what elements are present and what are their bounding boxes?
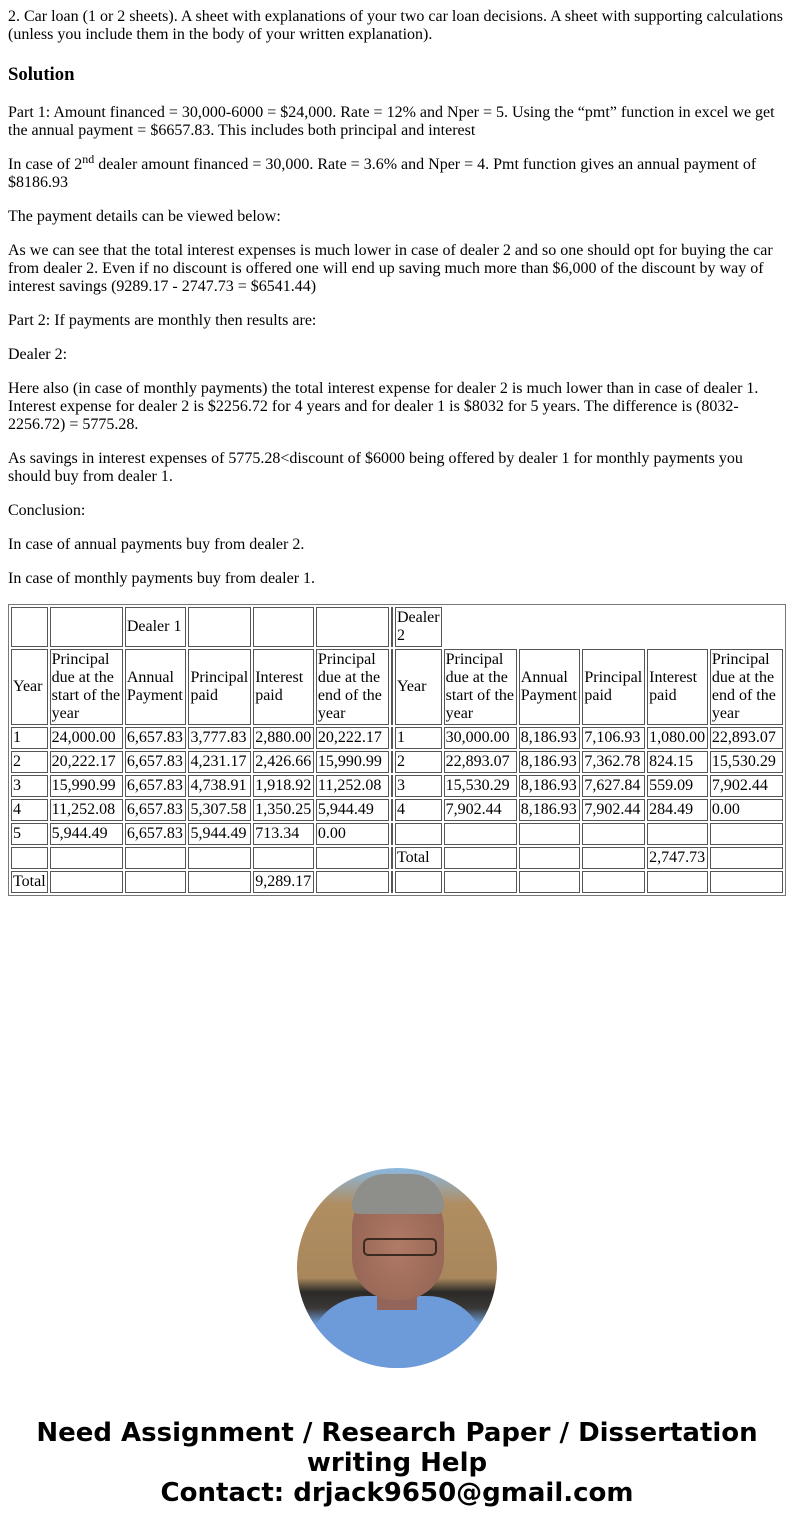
table-cell bbox=[188, 871, 251, 893]
header-cell: Year bbox=[395, 649, 442, 725]
table-cell: 7,902.44 bbox=[444, 799, 517, 821]
table-cell: 22,893.07 bbox=[444, 751, 517, 773]
table-cell: 22,893.07 bbox=[710, 727, 783, 749]
ordinal-superscript: nd bbox=[82, 152, 95, 166]
table-row bbox=[11, 799, 783, 821]
table-cell bbox=[188, 847, 251, 869]
table-cell: 2,880.00 bbox=[253, 727, 314, 749]
table-cell: 9,289.17 bbox=[253, 871, 314, 893]
table-cell: 7,106.93 bbox=[582, 727, 645, 749]
avatar-glasses bbox=[363, 1238, 437, 1256]
table-cell bbox=[519, 871, 581, 893]
table-cell bbox=[316, 847, 389, 869]
empty-space bbox=[444, 607, 783, 647]
header-cell: Principal due at the start of the year bbox=[50, 649, 123, 725]
table-cell bbox=[11, 847, 48, 869]
section-divider bbox=[391, 871, 393, 893]
table-cell: 20,222.17 bbox=[316, 727, 389, 749]
table-row bbox=[11, 823, 783, 845]
section-divider bbox=[391, 847, 393, 869]
table-cell: 5,944.49 bbox=[316, 799, 389, 821]
comparison-paragraph: As we can see that the total interest expenses is much lower in case of dealer 2 and so one should opt for buying the car from dealer 2. Even if no discount is offered one will end up saving much more than $6,000 of the discount by way of interest savings (9289.17 - 2747.73 = $6541.44) bbox=[8, 242, 773, 295]
solution-heading: Solution bbox=[8, 64, 75, 85]
table-cell: 3,777.83 bbox=[188, 727, 251, 749]
table-cell: 1,918.92 bbox=[253, 775, 314, 797]
table-cell: 6,657.83 bbox=[125, 823, 187, 845]
table-cell: 4,738.91 bbox=[188, 775, 251, 797]
table-cell: 3 bbox=[11, 775, 48, 797]
table-cell: 15,990.99 bbox=[50, 775, 123, 797]
table-row bbox=[11, 727, 783, 749]
table-cell bbox=[710, 847, 783, 869]
table-row bbox=[11, 775, 783, 797]
table-cell bbox=[125, 871, 187, 893]
section-divider bbox=[391, 727, 393, 749]
author-avatar-container bbox=[0, 1168, 794, 1368]
table-cell: 5,307.58 bbox=[188, 799, 251, 821]
table-cell bbox=[710, 871, 783, 893]
section-divider bbox=[391, 649, 393, 725]
header-cell: Interest paid bbox=[253, 649, 314, 725]
table-cell bbox=[444, 823, 517, 845]
table-cell: 2,747.73 bbox=[647, 847, 708, 869]
dealer2-prefix: In case of 2 bbox=[8, 156, 83, 173]
header-cell: Annual Payment bbox=[519, 649, 581, 725]
table-cell: 6,657.83 bbox=[125, 751, 187, 773]
table-cell bbox=[188, 607, 251, 647]
promo-banner bbox=[0, 1418, 794, 1508]
avatar-hair bbox=[352, 1174, 444, 1214]
payment-details-paragraph: The payment details can be viewed below: bbox=[8, 208, 281, 225]
table-cell: 30,000.00 bbox=[444, 727, 517, 749]
header-cell: Year bbox=[11, 649, 48, 725]
table-cell: 15,530.29 bbox=[710, 751, 783, 773]
header-cell: Interest paid bbox=[647, 649, 708, 725]
table-cell: 15,990.99 bbox=[316, 751, 389, 773]
section-divider bbox=[391, 823, 393, 845]
table-cell: 5,944.49 bbox=[188, 823, 251, 845]
dealer2-paragraph bbox=[8, 152, 786, 192]
table-cell: 8,186.93 bbox=[519, 799, 581, 821]
section-divider bbox=[391, 751, 393, 773]
header-cell: Principal due at the start of the year bbox=[444, 649, 517, 725]
dealer2-suffix: dealer amount financed = 30,000. Rate = 3.6% and Nper = 4. Pmt function gives an annual payment of $8186.93 bbox=[8, 156, 757, 191]
conclusion-label: Conclusion: bbox=[8, 502, 86, 519]
table-cell: 284.49 bbox=[647, 799, 708, 821]
table-cell: 1,350.25 bbox=[253, 799, 314, 821]
table-cell: 20,222.17 bbox=[50, 751, 123, 773]
table-cell: 559.09 bbox=[647, 775, 708, 797]
table-cell bbox=[253, 847, 314, 869]
table-cell: 0.00 bbox=[710, 799, 783, 821]
header-row bbox=[11, 649, 783, 725]
table-cell: 8,186.93 bbox=[519, 775, 581, 797]
header-cell: Principal due at the end of the year bbox=[710, 649, 783, 725]
table-cell bbox=[316, 607, 389, 647]
table-cell: Total bbox=[395, 847, 442, 869]
table-row bbox=[11, 751, 783, 773]
table-cell: 11,252.08 bbox=[316, 775, 389, 797]
table-row bbox=[11, 871, 783, 893]
table-cell bbox=[50, 871, 123, 893]
table-cell bbox=[125, 847, 187, 869]
section-divider bbox=[391, 607, 393, 647]
table-row bbox=[11, 847, 783, 869]
table-cell bbox=[253, 607, 314, 647]
table-cell bbox=[710, 823, 783, 845]
question-text: 2. Car loan (1 or 2 sheets). A sheet with explanations of your two car loan decisions. A sheet with supporting calculations (unless you include them in the body of your written explanation). bbox=[8, 8, 783, 43]
table-cell bbox=[444, 847, 517, 869]
table-cell: 2,426.66 bbox=[253, 751, 314, 773]
table-cell: 4,231.17 bbox=[188, 751, 251, 773]
table-cell: 6,657.83 bbox=[125, 799, 187, 821]
table-cell: 7,902.44 bbox=[582, 799, 645, 821]
dealer1-title: Dealer 1 bbox=[125, 607, 187, 647]
table-cell: 7,902.44 bbox=[710, 775, 783, 797]
table-cell: 6,657.83 bbox=[125, 775, 187, 797]
table-cell: 1 bbox=[11, 727, 48, 749]
annual-conclusion: In case of annual payments buy from dealer 2. bbox=[8, 536, 305, 553]
dealer-title-row bbox=[11, 607, 783, 647]
table-cell bbox=[647, 871, 708, 893]
promo-line-2: writing Help bbox=[306, 1448, 488, 1478]
promo-contact: Contact: drjack9650@gmail.com bbox=[160, 1478, 634, 1508]
table-cell: 1 bbox=[395, 727, 442, 749]
section-divider bbox=[391, 799, 393, 821]
table-cell: 8,186.93 bbox=[519, 751, 581, 773]
dealer2-label: Dealer 2: bbox=[8, 346, 68, 363]
table-cell bbox=[582, 823, 645, 845]
table-cell: 7,362.78 bbox=[582, 751, 645, 773]
section-divider bbox=[391, 775, 393, 797]
monthly-conclusion: In case of monthly payments buy from dealer 1. bbox=[8, 570, 316, 587]
table-cell: 2 bbox=[11, 751, 48, 773]
table-cell: 6,657.83 bbox=[125, 727, 187, 749]
monthly-comparison-paragraph: Here also (in case of monthly payments) the total interest expense for dealer 2 is much lower than in case of dealer 1. Interest expense for dealer 2 is $2256.72 for 4 years and for dealer 1 is $8032 for 5 years. The difference is (8032-2256.72) = 5775.28. bbox=[8, 380, 759, 433]
table-cell: 1,080.00 bbox=[647, 727, 708, 749]
table-cell bbox=[582, 847, 645, 869]
table-cell bbox=[316, 871, 389, 893]
header-cell: Annual Payment bbox=[125, 649, 187, 725]
promo-line-1: Need Assignment / Research Paper / Dissertation bbox=[36, 1418, 758, 1448]
table-cell: 713.34 bbox=[253, 823, 314, 845]
table-cell bbox=[395, 871, 442, 893]
table-cell bbox=[647, 823, 708, 845]
table-cell: 15,530.29 bbox=[444, 775, 517, 797]
table-cell: 5 bbox=[11, 823, 48, 845]
table-cell: 11,252.08 bbox=[50, 799, 123, 821]
dealer2-title: Dealer 2 bbox=[395, 607, 442, 647]
header-cell: Principal due at the end of the year bbox=[316, 649, 389, 725]
author-avatar bbox=[297, 1168, 497, 1368]
table-cell: 824.15 bbox=[647, 751, 708, 773]
table-cell bbox=[444, 871, 517, 893]
table-cell: 3 bbox=[395, 775, 442, 797]
table-cell bbox=[50, 847, 123, 869]
table-cell: 4 bbox=[11, 799, 48, 821]
table-cell bbox=[11, 607, 48, 647]
header-cell: Principal paid bbox=[582, 649, 645, 725]
part1-paragraph: Part 1: Amount financed = 30,000-6000 = $24,000. Rate = 12% and Nper = 5. Using the “pmt” function in excel we get the annual payment = $6657.83. This includes both principal and interest bbox=[8, 104, 775, 139]
table-cell: 7,627.84 bbox=[582, 775, 645, 797]
table-cell: Total bbox=[11, 871, 48, 893]
header-cell: Principal paid bbox=[188, 649, 251, 725]
table-cell bbox=[582, 871, 645, 893]
table-cell: 8,186.93 bbox=[519, 727, 581, 749]
table-cell bbox=[50, 607, 123, 647]
table-cell bbox=[395, 823, 442, 845]
table-cell: 2 bbox=[395, 751, 442, 773]
part2-paragraph: Part 2: If payments are monthly then results are: bbox=[8, 312, 317, 329]
table-cell bbox=[519, 823, 581, 845]
table-cell: 0.00 bbox=[316, 823, 389, 845]
table-cell: 24,000.00 bbox=[50, 727, 123, 749]
table-cell: 4 bbox=[395, 799, 442, 821]
table-cell bbox=[519, 847, 581, 869]
savings-paragraph: As savings in interest expenses of 5775.28<discount of $6000 being offered by dealer 1 for monthly payments you should buy from dealer 1. bbox=[8, 450, 743, 485]
amortization-table bbox=[8, 604, 786, 896]
table-cell: 5,944.49 bbox=[50, 823, 123, 845]
